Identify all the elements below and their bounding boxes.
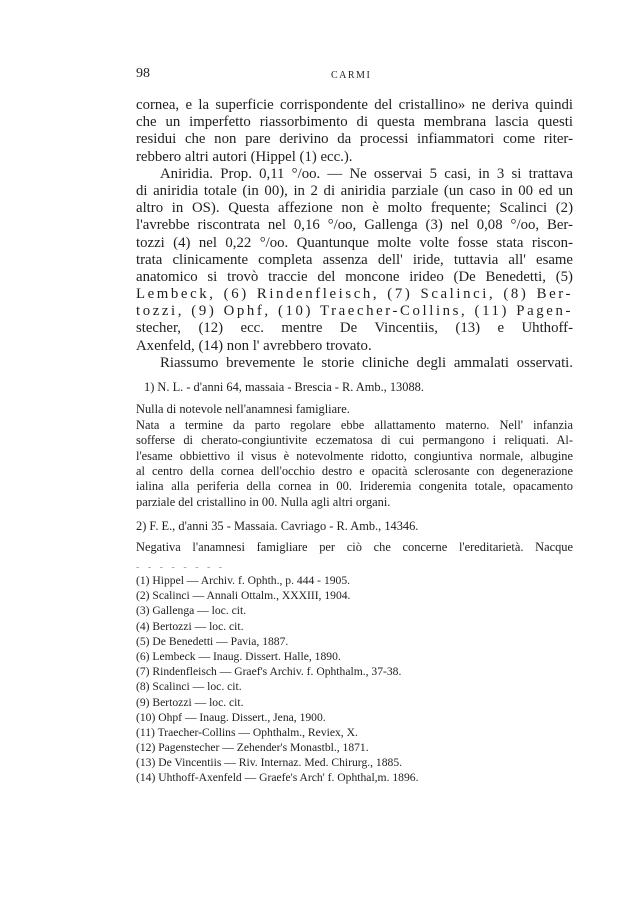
case-heading: 1) N. L. - d'anni 64, massaia - Brescia - R. Amb., 13088. (144, 380, 424, 394)
case-line: Negativa l'anamnesi famigliare per ciò che concerne l'ereditarietà. Nacque (136, 540, 573, 555)
footnote: (4) Bertozzi — loc. cit. (136, 619, 244, 633)
running-head: CARMI (331, 70, 372, 81)
case-line: Nulla di notevole nell'anamnesi famigliare. (136, 402, 350, 417)
body-line: stecher, (12) ecc. mentre De Vincentiis, (13) e Uhthoff- (136, 320, 573, 337)
case-line: l'esame obbiettivo il visus è notevolmente ridotto, congiuntiva normale, albugine (136, 448, 573, 463)
body-line: rebbero altri autori (Hippel (1) ecc.). (136, 148, 353, 165)
footnote-separator: - - - - - - - - (136, 562, 226, 573)
case-2 (136, 519, 573, 556)
body-line: Lembeck, (6) Rindenfleisch, (7) Scalinci, (8) Ber- (136, 286, 573, 303)
body-line: anatomico si trovò traccie del moncone irideo (De Benedetti, (5) (136, 268, 573, 285)
case-line: parziale del cristallino in 00. Nulla agli altri organi. (136, 494, 391, 509)
body-line: Aniridia. Prop. 0,11 °/oo. — Ne osservai 5 casi, in 3 si trattava (160, 165, 573, 182)
footnote: (14) Uhthoff-Axenfeld — Graefe's Arch' f. Ophthal,m. 1896. (136, 771, 419, 785)
body-text (136, 97, 573, 372)
footnote: (1) Hippel — Archiv. f. Ophth., p. 444 - 1905. (136, 574, 351, 587)
footnote: (8) Scalinci — loc. cit. (136, 680, 242, 694)
footnote: (11) Traecher-Collins — Ophthalm., Reviex, X. (136, 725, 358, 739)
body-line: trata clinicamente completa assenza dell' iride, tuttavia all' esame (136, 251, 573, 268)
body-line: residui che non pare derivino da processi infiammatori come riter- (136, 131, 573, 148)
body-line: di aniridia totale (in 00), in 2 di aniridia parziale (un caso in 00 ed un (136, 182, 573, 199)
body-line: che un imperfetto riassorbimento di questa membrana lascia questi (136, 114, 573, 131)
footnote: (13) De Vincentiis — Riv. Internaz. Med. Chirurg., 1885. (136, 756, 403, 770)
footnote: (6) Lembeck — Inaug. Dissert. Halle, 1890. (136, 649, 341, 663)
body-line: Riassumo brevemente le storie cliniche degli ammalati osservati. (160, 354, 573, 371)
body-line: tozzi (4) nel 0,22 °/oo. Quantunque molte volte fosse stata riscon- (136, 234, 573, 251)
body-line: cornea, e la superficie corrispondente del cristallino» ne deriva quindi (136, 97, 573, 113)
case-line: Nata a termine da parto regolare ebbe allattamento materno. Nell' infanzia (136, 417, 573, 432)
case-line: sofferse di cherato-congiuntivite eczematosa di cui permangono i reliquati. Al- (136, 433, 573, 448)
case-heading: 2) F. E., d'anni 35 - Massaia. Cavriago - R. Amb., 14346. (136, 519, 419, 533)
case-1 (136, 380, 573, 510)
footnote: (12) Pagenstecher — Zehender's Monastbl., 1871. (136, 741, 369, 755)
page-number: 98 (136, 66, 150, 81)
footnotes (136, 573, 418, 786)
footnote: (2) Scalinci — Annali Ottalm., XXXIII, 1904. (136, 589, 351, 603)
footnote: (10) Ohpf — Inaug. Dissert., Jena, 1900. (136, 710, 326, 724)
case-line: al centro della cornea dell'occhio destro e opacità sclerosante con degenerazione (136, 463, 573, 478)
footnote: (3) Gallenga — loc. cit. (136, 604, 247, 618)
footnote: (5) De Benedetti — Pavia, 1887. (136, 634, 289, 648)
footnote: (7) Rindenfleisch — Graef's Archiv. f. Ophthalm., 37-38. (136, 665, 402, 679)
body-line: altro in OS). Questa affezione non è molto frequente; Scalinci (2) (136, 200, 573, 217)
footnote: (9) Bertozzi — loc. cit. (136, 695, 244, 709)
body-line: tozzi, (9) Ophf, (10) Traecher-Collins, (11) Pagen- (136, 303, 573, 320)
body-line: l'avrebbe riscontrata nel 0,16 °/oo, Gallenga (3) nel 0,08 °/oo, Ber- (136, 217, 573, 234)
case-line: ialina alla periferia della cornea in 00. Irideremia congenita totale, opacamento (136, 479, 573, 494)
body-line: Axenfeld, (14) non l' avrebbero trovato. (136, 337, 372, 354)
